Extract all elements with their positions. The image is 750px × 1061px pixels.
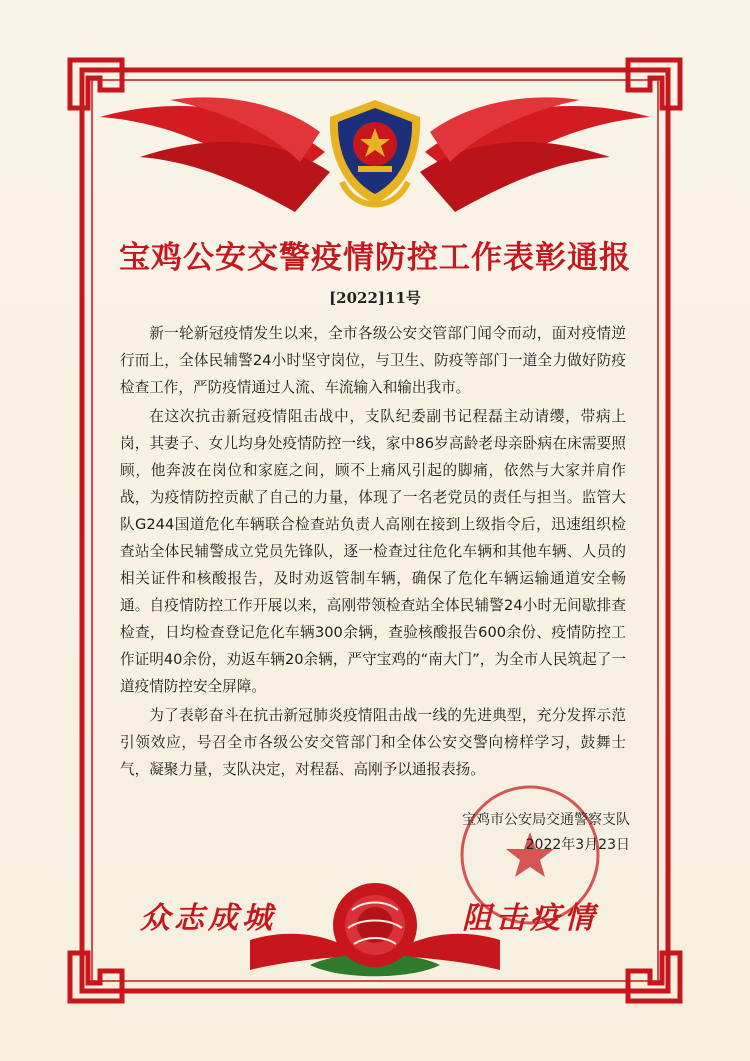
slogan-left: 众志成城 [140,901,276,936]
signature-organization: 宝鸡市公安局交通警察支队 [462,812,630,828]
slogan-right: 阻击疫情 [462,901,598,936]
document-body [120,320,626,785]
police-emblem-icon [80,92,670,222]
body-paragraph: 在这次抗击新冠疫情阻击战中，支队纪委副书记程磊主动请缨，带病上岗，其妻子、女儿均身处疫情防控一线，家中86岁高龄老母亲卧病在床需要照顾，他奔波在岗位和家庭之间，顾不上痛风引起的脚痛，依然与大家并肩作战，为疫情防控贡献了自己的力量，体现了一名老党员的责任与担当。监管大队G244国道危化车辆联合检查站负责人高刚在接到上级指令后，迅速组织检查站全体民辅警成立党员先锋队，逐一检查过往危化车辆和其他车辆、人员的相关证件和核酸报告，及时劝返管制车辆，确保了危化车辆运输通道安全畅通。自疫情防控工作开展以来，高刚带领检查站全体民辅警24小时无间歇排查检查，日均检查登记危化车辆300余辆，查验核酸报告600余份、疫情防控工作证明40余份，劝返车辆20余辆，严守宝鸡的“南大门”，为全市人民筑起了一道疫情防控安全屏障。 [120,408,626,695]
signature-block [430,808,630,858]
body-paragraph: 新一轮新冠疫情发生以来，全市各级公安交管部门闻令而动，面对疫情逆行而上，全体民辅警24小时坚守岗位，与卫生、防疫等部门一道全力做好防疫检查工作，严防疫情通过人流、车流输入和输出我市。 [120,325,626,396]
document-title: 宝鸡公安交警疫情防控工作表彰通报 [119,240,631,276]
document-number: [2022]11号 [329,289,421,307]
body-paragraph: 为了表彰奋斗在抗击新冠肺炎疫情阻击战一线的先进典型，充分发挥示范引领效应，号召全市各级公安交管部门和全体公安交警向榜样学习，鼓舞士气，凝聚力量，支队决定，对程磊、高刚予以通报表扬。 [120,707,626,778]
signature-date: 2022年3月23日 [525,837,630,853]
